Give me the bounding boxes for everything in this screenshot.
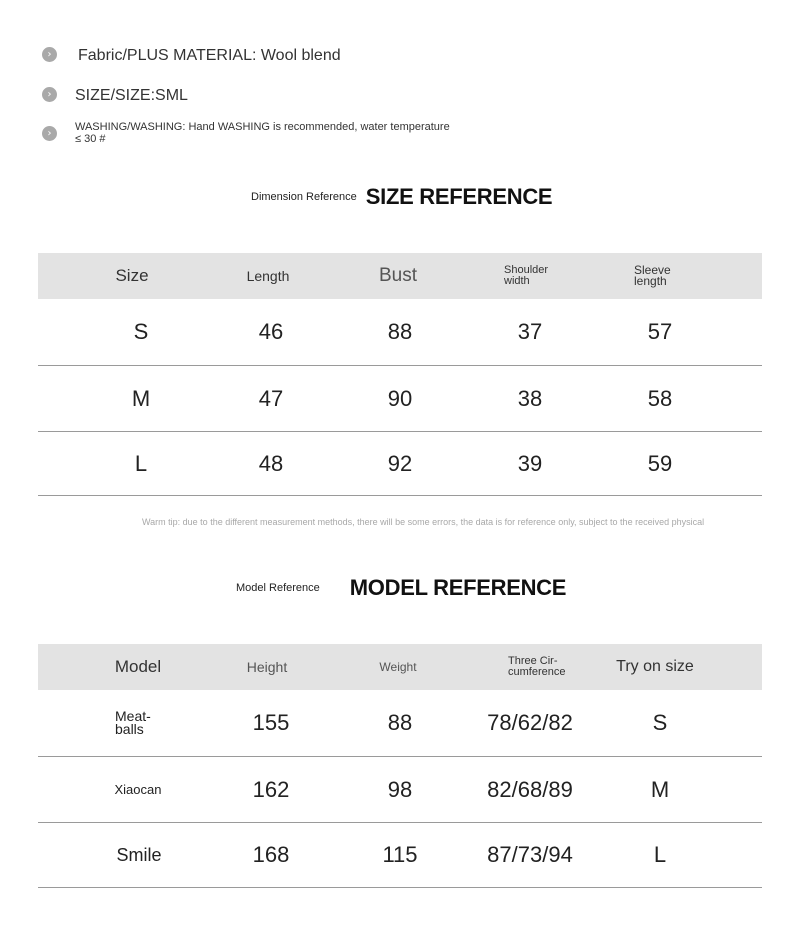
size-table (38, 253, 762, 496)
cell-length: 46 (258, 319, 284, 344)
cell-height: 155 (252, 710, 290, 735)
cell-three-circumference: 78/62/82 (487, 710, 573, 735)
header-shoulder-line-1: Shoulder (504, 264, 549, 276)
cell-weight: 115 (382, 842, 418, 867)
table-row (38, 366, 762, 432)
cell-sleeve: 57 (647, 319, 673, 344)
header-height: Height (246, 659, 288, 675)
model-reference-title: MODEL REFERENCE (349, 575, 567, 600)
cell-weight: 98 (387, 776, 413, 802)
cell-length: 47 (258, 385, 284, 411)
header-three-line-2: cumference (508, 666, 566, 678)
model-table (38, 644, 762, 888)
size-reference-heading (251, 184, 552, 210)
info-fabric (42, 47, 341, 65)
cell-shoulder: 38 (517, 385, 543, 411)
header-sleeve-line-1: Sleeve (634, 263, 671, 277)
cell-bust: 90 (387, 385, 413, 411)
cell-sleeve: 58 (647, 385, 673, 411)
table-row (38, 299, 762, 366)
fabric-text: Fabric/PLUS MATERIAL: Wool blend (78, 47, 341, 64)
cell-shoulder: 37 (517, 319, 543, 344)
header-weight: Weight (379, 660, 417, 674)
chevron-right-circle-icon: › (42, 87, 57, 102)
cell-model-line-1: Meat- (115, 708, 151, 724)
cell-height: 168 (252, 842, 290, 867)
cell-three-circumference: 87/73/94 (487, 842, 573, 867)
washing-line-2: ≤ 30 # (75, 133, 106, 145)
chevron-right-circle-icon: › (42, 126, 57, 141)
model-reference-small-label: Model Reference (236, 582, 320, 594)
washing-line-1: WASHING/WASHING: Hand WASHING is recommended, water temperature (75, 121, 450, 133)
header-model: Model (114, 657, 162, 676)
table-row (38, 823, 762, 888)
header-size: Size (115, 266, 149, 285)
model-table-header (38, 644, 762, 690)
header-length: Length (246, 268, 290, 284)
cell-height: 162 (252, 776, 290, 802)
cell-shoulder: 39 (517, 450, 543, 476)
cell-weight: 88 (387, 710, 413, 735)
cell-sleeve: 59 (647, 450, 673, 476)
size-text: SIZE/SIZE:SML (75, 87, 188, 104)
cell-size: S (133, 319, 149, 344)
table-row (38, 757, 762, 823)
cell-three-circumference: 82/68/89 (487, 776, 573, 802)
cell-try-on: L (653, 842, 667, 867)
cell-model: Xiaocan (114, 782, 162, 797)
model-reference-heading (236, 575, 566, 601)
washing-text (75, 121, 475, 145)
size-table-header (38, 253, 762, 299)
header-bust: Bust (378, 265, 418, 286)
cell-length: 48 (258, 450, 284, 476)
header-three-line-1: Three Cir- (508, 655, 558, 667)
cell-size: M (131, 385, 151, 411)
header-try-on-size: Try on size (616, 658, 694, 675)
size-reference-small-label: Dimension Reference (251, 191, 357, 203)
warm-tip-note: Warm tip: due to the different measurement methods, there will be some errors, the data is for reference only, subject to the received physical (142, 517, 705, 527)
chevron-right-circle-icon: › (42, 47, 57, 62)
header-shoulder-line-2: width (504, 275, 530, 287)
table-row (38, 690, 762, 757)
cell-size: L (134, 450, 148, 476)
header-sleeve-line-2: length (634, 274, 667, 288)
header-shoulder-width (504, 253, 574, 299)
cell-model: Smile (116, 844, 162, 865)
header-sleeve-length (634, 253, 704, 299)
info-washing (42, 121, 475, 145)
cell-try-on: S (652, 710, 668, 735)
cell-bust: 92 (387, 450, 413, 476)
size-reference-title: SIZE REFERENCE (365, 184, 553, 209)
cell-model-line-2: balls (115, 721, 144, 737)
cell-try-on: M (650, 776, 670, 802)
info-size (42, 87, 188, 105)
cell-bust: 88 (387, 319, 413, 344)
header-three-circumference (508, 644, 598, 690)
cell-model (115, 690, 175, 756)
table-row (38, 432, 762, 496)
